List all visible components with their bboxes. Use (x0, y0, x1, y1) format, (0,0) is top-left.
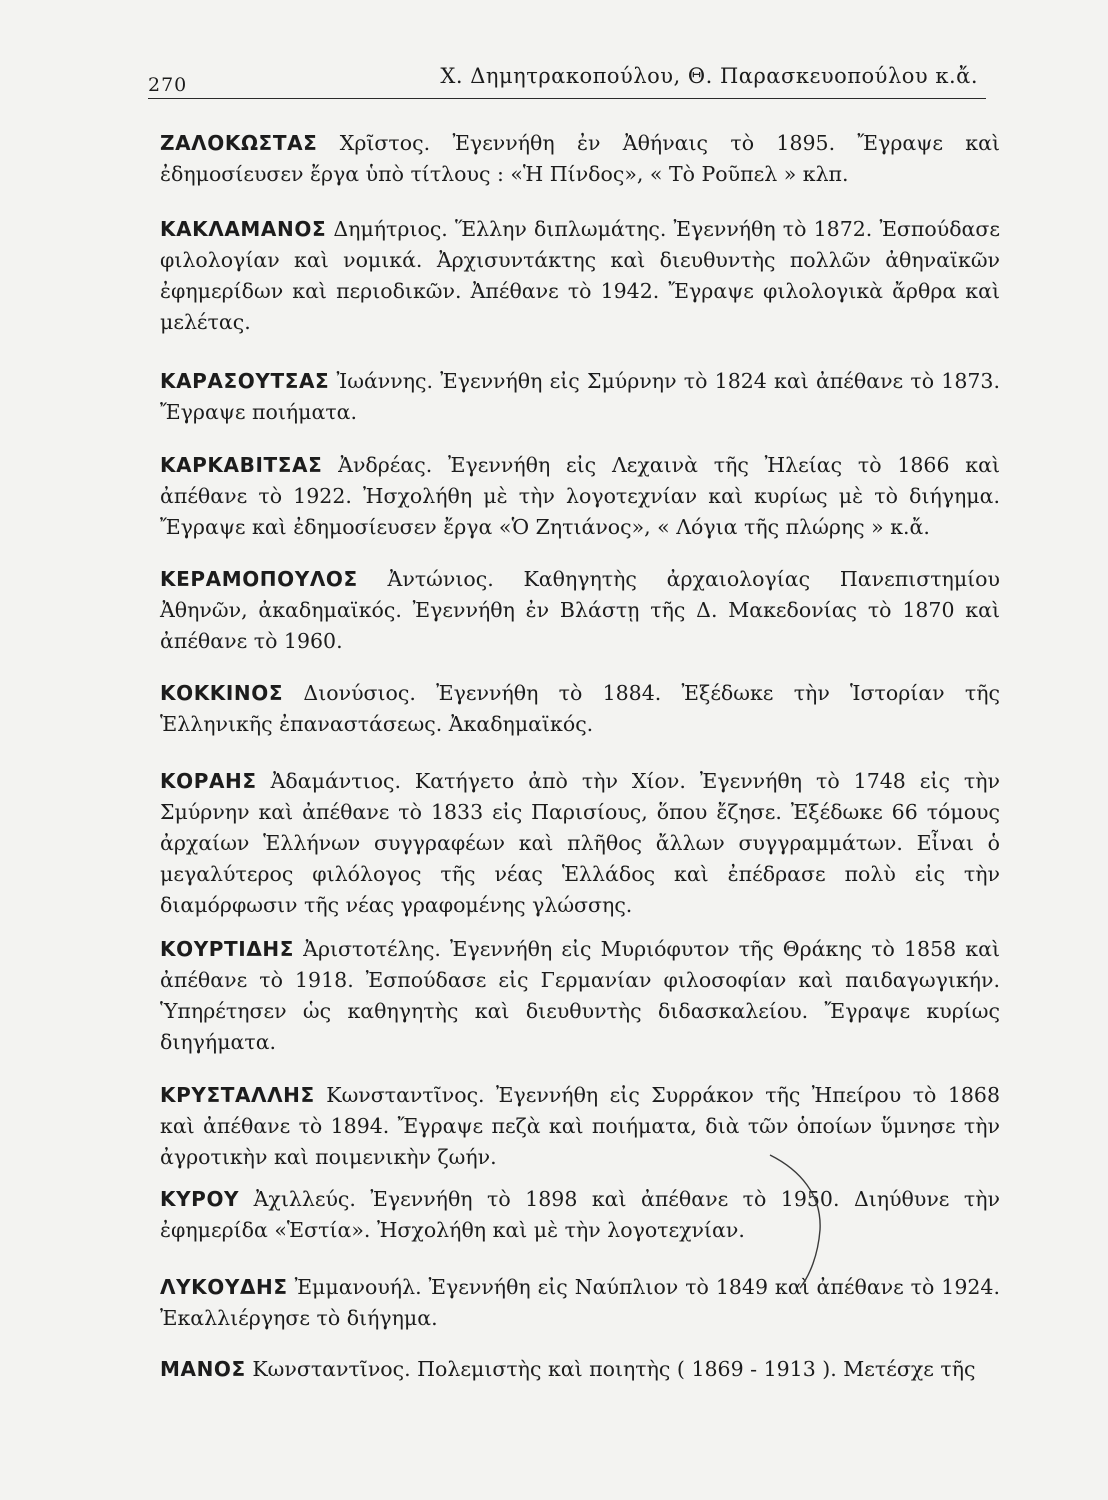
entry-text: Ἰωάννης. Ἐγεννήθη εἰς Σμύρνην τὸ 1824 καὶ ἀπέθανε τὸ 1873. Ἔγραψε ποιήματα. (160, 369, 1000, 424)
entry-text: Κωνσταντῖνος. Ἐγεννήθη εἰς Συρράκον τῆς Ἠπείρου τὸ 1868 καὶ ἀπέθανε τὸ 1894. Ἔγραψε πεζὰ καὶ ποιήματα, διὰ τῶν ὁποίων ὕμνησε τὴν ἀγροτικὴν καὶ ποιμενικὴν ζωήν. (160, 1083, 1000, 1169)
entry-kyrou (160, 1184, 1000, 1246)
page-number: 270 (148, 74, 188, 96)
entry-surname: ΛΥΚΟΥΔΗΣ (160, 1275, 288, 1299)
entry-surname: ΚΥΡΟΥ (160, 1187, 240, 1211)
entry-surname: ΚΑΡΚΑΒΙΤΣΑΣ (160, 453, 323, 477)
entry-keramopoulos (160, 564, 1000, 657)
entry-text: Ἀχιλλεύς. Ἐγεννήθη τὸ 1898 καὶ ἀπέθανε τὸ 1950. Διηύθυνε τὴν ἐφημερίδα «Ἑστία». Ἠσχολήθη καὶ μὲ τὴν λογοτεχνίαν. (160, 1187, 1000, 1242)
entry-kourtidis (160, 934, 1000, 1058)
entry-surname: ΚΟΡΑΗΣ (160, 769, 257, 793)
entry-kokkinos (160, 678, 1000, 740)
entry-surname: ΚΟΚΚΙΝΟΣ (160, 681, 284, 705)
entry-text: Δημήτριος. Ἕλλην διπλωμάτης. Ἐγεννήθη τὸ 1872. Ἐσπούδασε φιλολογίαν καὶ νομικά. Ἀρχισυντάκτης καὶ διευθυντὴς πολλῶν ἀθηναϊκῶν ἐφημερίδων καὶ περιοδικῶν. Ἀπέθανε τὸ 1942. Ἔγραψε φιλολογικὰ ἄρθρα καὶ μελέτας. (160, 217, 1000, 334)
entry-surname: ΚΡΥΣΤΑΛΛΗΣ (160, 1083, 315, 1107)
entry-text: Ἀδαμάντιος. Κατήγετο ἀπὸ τὴν Χίον. Ἐγεννήθη τὸ 1748 εἰς τὴν Σμύρνην καὶ ἀπέθανε τὸ 1833 εἰς Παρισίους, ὅπου ἔζησε. Ἐξέδωκε 66 τόμους ἀρχαίων Ἑλλήνων συγγραφέων καὶ πλῆθος ἄλλων συγγραμμάτων. Εἶναι ὁ μεγαλύτερος φιλόλογος τῆς νέας Ἑλλάδος καὶ ἐπέδρασε πολὺ εἰς τὴν διαμόρφωσιν τῆς νέας γραφομένης γλώσσης. (160, 769, 1000, 917)
entry-surname: ΚΕΡΑΜΟΠΟΥΛΟΣ (160, 567, 358, 591)
entry-karkavitsas (160, 450, 1000, 543)
entry-karasoutsas (160, 366, 1000, 428)
entry-surname: ΚΑΚΛΑΜΑΝΟΣ (160, 217, 327, 241)
entry-surname: ΖΑΛΟΚΩΣΤΑΣ (160, 131, 318, 155)
entry-kaklamanos (160, 214, 1000, 338)
entry-text: Ἐμμανουήλ. Ἐγεννήθη εἰς Ναύπλιον τὸ 1849 καὶ ἀπέθανε τὸ 1924. Ἐκαλλιέργησε τὸ διήγημα. (160, 1275, 1000, 1330)
pen-mark-scribble (760, 1150, 840, 1290)
entry-text: Ἀριστοτέλης. Ἐγεννήθη εἰς Μυριόφυτον τῆς Θράκης τὸ 1858 καὶ ἀπέθανε τὸ 1918. Ἐσπούδασε εἰς Γερμανίαν φιλοσοφίαν καὶ παιδαγωγικήν. Ὑπηρέτησεν ὡς καθηγητὴς καὶ διευθυντὴς διδασκαλείου. Ἔγραψε κυρίως διηγήματα. (160, 937, 1000, 1054)
page-header (148, 58, 986, 99)
entry-text: Διονύσιος. Ἐγεννήθη τὸ 1884. Ἐξέδωκε τὴν Ἱστορίαν τῆς Ἑλληνικῆς ἐπαναστάσεως. Ἀκαδημαϊκός. (160, 681, 1000, 736)
running-title: Χ. Δημητρακοπούλου, Θ. Παρασκευοπούλου κ.ἄ. (440, 64, 978, 88)
entry-text: Χρῖστος. Ἐγεννήθη ἐν Ἀθήναις τὸ 1895. Ἔγραψε καὶ ἐδημοσίευσεν ἔργα ὑπὸ τίτλους : «Ἡ Πίνδος», « Τὸ Ροῦπελ » κλπ. (160, 131, 1000, 186)
entry-zalokostas (160, 128, 1000, 190)
entry-text: Ἀντώνιος. Καθηγητὴς ἀρχαιολογίας Πανεπιστημίου Ἀθηνῶν, ἀκαδημαϊκός. Ἐγεννήθη ἐν Βλάστῃ τῆς Δ. Μακεδονίας τὸ 1870 καὶ ἀπέθανε τὸ 1960. (160, 567, 1000, 653)
entry-korais (160, 766, 1000, 921)
entry-surname: ΚΟΥΡΤΙΔΗΣ (160, 937, 295, 961)
entry-surname: ΜΑΝΟΣ (160, 1357, 246, 1381)
entry-manos (160, 1354, 1000, 1385)
entry-lykoudis (160, 1272, 1000, 1334)
entry-krystallis (160, 1080, 1000, 1173)
entry-text: Κωνσταντῖνος. Πολεμιστὴς καὶ ποιητὴς ( 1869 - 1913 ). Μετέσχε τῆς (252, 1357, 976, 1381)
entry-surname: ΚΑΡΑΣΟΥΤΣΑΣ (160, 369, 330, 393)
entry-text: Ἀνδρέας. Ἐγεννήθη εἰς Λεχαινὰ τῆς Ἠλείας τὸ 1866 καὶ ἀπέθανε τὸ 1922. Ἠσχολήθη μὲ τὴν λογοτεχνίαν καὶ κυρίως μὲ τὸ διήγημα. Ἔγραψε καὶ ἐδημοσίευσεν ἔργα «Ὁ Ζητιάνος», « Λόγια τῆς πλώρης » κ.ἄ. (160, 453, 1000, 539)
